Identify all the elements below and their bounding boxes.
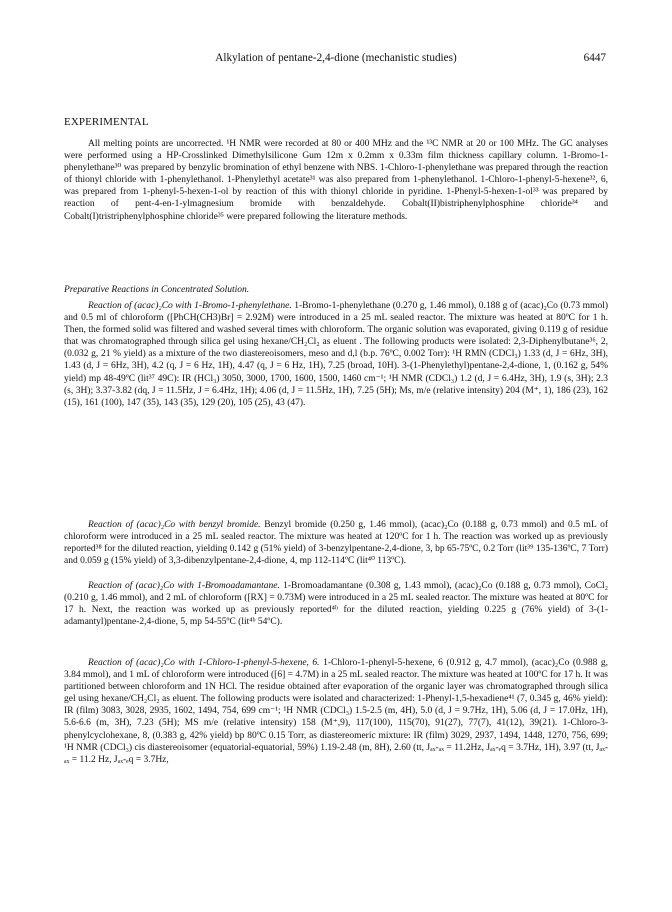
reaction-body: 1-Bromo-1-phenylethane (0.270 g, 1.46 mmol), 0.188 g of (acac)₂Co (0.73 mmol) and 0.5 ml of chloroform ([PhCH(CH3)Br] = 2.92M) were introduced in a 25 mL sealed reactor. The mixture was heated at 80ºC for 1 h. Then, the formed solid was filtered and washed several times with chloroform. The organic solution was evaporated, giving 0.119 g of residue that was chromatographed through silica gel using hexane/CH₂Cl₂ as eluent . The following products were isolated: 2,3-Diphenylbutane³⁶, 2, (0.032 g, 21 % yield) as a mixture of the two diastereoisomers, meso and d,l (b.p. 76ºC, 0.002 Torr): ¹H RMN (CDCl₃) 1.33 (d, J = 6Hz, 3H), 1.43 (d, J = 6Hz, 3H), 4.2 (q, J = 6 Hz, 1H), 4.47 (q, J = 6 Hz, 1H), 7.25 (broad, 10H). 3-(1-Phenylethyl)pentane-2,4-dione, 1, (0.162 g, 54% yield) mp 48-49ºC (lit³⁷ 49C): IR (HCl₃) 3050, 3000, 1700, 1600, 1500, 1460 cm⁻¹; ¹H NMR (CDCl₃) 1.2 (d, J = 6.4Hz, 3H), 1.9 (s, 3H); 2.3 (s, 3H); 3.37-3.82 (dq, J = 11.5Hz, J = 6.4Hz, 1H); 4.06 (d, J = 11.5Hz, 1H), 7.25 (5H); Ms, m/e (relative intensity) 204 (M⁺, 1), 186 (23), 162 (15), 161 (100), 147 (35), 143 (35), 129 (20), 105 (25), 43 (47). [64,301,609,408]
reaction-benzyl-bromide [64,519,608,567]
page-number: 6447 [583,52,606,64]
reaction-title: Reaction of (acac)₂Co with benzyl bromide. [88,520,261,530]
reaction-title: Reaction of (acac)₂Co with 1-Chloro-1-phenyl-5-hexene, 6. [88,658,320,668]
section-heading: EXPERIMENTAL [64,116,149,128]
preparative-heading: Preparative Reactions in Concentrated Solution. [64,285,250,295]
reaction-body: 1-Bromoadamantane (0.308 g, 1.43 mmol), (acac)₂Co (0.188 g, 0.73 mmol), CoCl₂ (0.210 g, 1.46 mmol), and 2 mL of chloroform ([RX] = 0.73M) were introduced in a 25 mL sealed reactor. The mixture was heated at 80ºC for 17 h. Next, the reaction was worked up as previously reported⁴ᵇ for the diluted reaction, yielding 0.225 g (76% yield) of 3-(1-adamantyl)pentane-2,4-dione, 5, mp 54-55ºC (lit⁴ᵇ 54ºC). [64,581,609,628]
general-paragraph: All melting points are uncorrected. ¹H NMR were recorded at 80 or 400 MHz and the ¹³C NMR at 20 or 100 MHz. The GC analyses were performed using a HP-Crosslinked Dimethylsilicone Gum 12m x 0.2mm x 0.33m film thickness capillary column. 1-Bromo-1-phenylethane³⁰ was prepared by benzylic bromination of ethyl benzene with NBS. 1-Chloro-1-phenylethane was prepared through the reaction of thionyl chloride with 1-phenylethanol. 1-Phenylethyl acetate³¹ was also prepared from 1-phenylethanol. 1-Chloro-1-phenyl-5-hexene³², 6, was prepared from 1-phenyl-5-hexen-1-ol by reaction of this with thionyl chloride in pyridine. 1-Phenyl-5-hexen-1-ol³³ was prepared by reaction of pent-4-en-1-ylmagnesium bromide with benzaldehyde. Cobalt(II)bistriphenylphosphine chloride³⁴ and Cobalt(I)tristriphenylphosphine chloride³⁵ were prepared following the literature methods. [64,139,608,222]
reaction-chlorophenylhexene [64,657,608,766]
running-header [0,52,672,68]
reaction-bromophenylethane [64,300,608,409]
reaction-body: 1-Chloro-1-phenyl-5-hexene, 6 (0.912 g, 4.7 mmol), (acac)₂Co (0.988 g, 3.84 mmol), and 1 mL of chloroform were introduced ([6] = 4.7M) in a 25 mL sealed reactor. The mixture was heated at 100ºC for 17 h. It was partitioned between chloroform and 1N HCl. The residue obtained after evaporation of the organic layer was chromatographed through silica gel using hexane/CH₂Cl₂ as eluent. The following products were isolated and characterized: 1-Phenyl-1,5-hexadiene⁴¹ (7, 0.345 g, 46% yield): IR (film) 3083, 3028, 2935, 1602, 1494, 754, 699 cm⁻¹; ¹H NMR (CDCl₃) 1.5-2.5 (m, 4H), 5.0 (d, J = 9.7Hz, 1H), 5.06 (d, J = 17.0Hz, 1H), 5.6-6.6 (m, 3H), 7.23 (5H); MS m/e (relative intensity) 158 (M⁺,9), 117(100), 115(70), 91(27), 77(7), 41(12), 39(21). 1-Chloro-3-phenylcyclohexane, 8, (0.383 g, 42% yield) bp 80ºC 0.15 Torr, as diastereomeric mixture: IR (film) 3029, 2937, 1494, 1448, 1270, 756, 699; ¹H NMR (CDCl₃) cis diastereoisomer (equatorial-equatorial, 59%) 1.19-2.48 (m, 8H), 2.60 (tt, Jₐₓ-ₐₓ = 11.2Hz, Jₐₓ-ₑq = 3.7Hz, 1H), 3.97 (tt, Jₐₓ-ₐₓ = 11.2 Hz, Jₐₓ-ₑq = 3.7Hz, [64,658,609,765]
reaction-bromoadamantane [64,580,608,628]
running-title: Alkylation of pentane-2,4-dione (mechanistic studies) [215,52,457,64]
reaction-body: Benzyl bromide (0.250 g, 1.46 mmol), (acac)₂Co (0.188 g, 0.73 mmol) and 0.5 mL of chloroform were introduced in a 25 mL sealed reactor. The mixture was heated at 120ºC for 1 h. The reaction was worked up as previously reported³⁸ for the diluted reaction, yielding 0.142 g (51% yield) of 3-benzylpentane-2,4-dione, 3, bp 65-75ºC, 0.2 Torr (lit³⁹ 135-136ºC, 7 Torr) and 0.059 g (15% yield) of 3,3-dibenzylpentane-2,4-dione, 4, mp 112-114ºC (lit⁴⁰ 113ºC). [64,520,608,567]
reaction-title: Reaction of (acac)₂Co with 1-Bromo-1-phenylethane. [88,301,292,311]
reaction-title: Reaction of (acac)₂Co with 1-Bromoadamantane. [88,581,280,591]
